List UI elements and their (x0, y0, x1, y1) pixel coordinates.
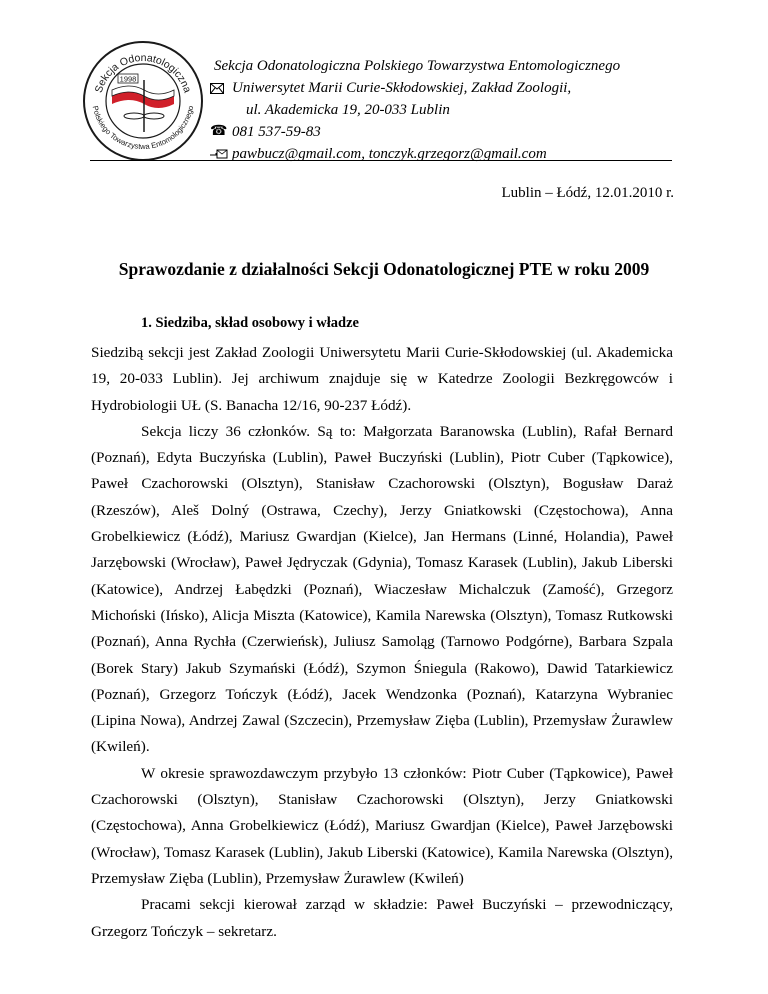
section-heading: 1. Siedziba, skład osobowy i władze (141, 315, 359, 331)
section-body (91, 340, 673, 945)
report-title: Sprawozdanie z działalności Sekcji Odonatologicznej PTE w roku 2009 (118, 259, 650, 279)
email-addresses[interactable]: pawbucz@gmail.com, tonczyk.grzegorz@gmail.com (232, 146, 547, 162)
paragraph-new-members: W okresie sprawozdawczym przybyło 13 członków: Piotr Cuber (Tąpkowice), Paweł Czachorowski (Olsztyn), Stanisław Czachorowski (Olsztyn), Jerzy Gniatkowski (Częstochowa), Anna Grobelkiewicz (Łódź), Mariusz Gwardjan (Kielce), Paweł Jarzębowski (Wrocław), Tomasz Karasek (Lublin), Jakub Liberski (Katowice), Kamila Narewska (Olsztyn), Przemysław Zięba (Lublin), Przemysław Żurawlew (Kwileń) (91, 764, 673, 887)
header-divider (90, 160, 672, 161)
logo-year: 1998 (119, 74, 137, 84)
email-hand-icon (210, 149, 232, 160)
letterhead (210, 55, 680, 165)
org-name: Sekcja Odonatologiczna Polskiego Towarzystwa Entomologicznego (214, 58, 621, 74)
place-and-date: Lublin – Łódź, 12.01.2010 r. (501, 185, 674, 201)
phone-number: 081 537-59-83 (232, 124, 321, 140)
paragraph-members: Sekcja liczy 36 członków. Są to: Małgorzata Baranowska (Lublin), Rafał Bernard (Poznań), Edyta Buczyńska (Lublin), Paweł Buczyński (Lublin), Piotr Cuber (Tąpkowice), Paweł Czachorowski (Olsztyn), Stanisław Czachorowski (Olsztyn), Bogusław Daraż (Rzeszów), Aleš Dolný (Ostrawa, Czechy), Jerzy Gniatkowski (Częstochowa), Anna Grobelkiewicz (Łódź), Mariusz Gwardjan (Kielce), Jan Hermans (Linné, Holandia), Paweł Jarzębowski (Wrocław), Paweł Jędryczak (Gdynia), Tomasz Karasek (Lublin), Jakub Liberski (Katowice), Andrzej Łabędzki (Poznań), Wiaczesław Michalczuk (Zamość), Grzegorz Michoński (Ińsko), Alicja Miszta (Katowice), Kamila Narewska (Olsztyn), Tomasz Rutkowski (Poznań), Anna Rychła (Czerwieńsk), Juliusz Samoląg (Tarnowo Podgórne), Barbara Szpala (Borek Stary) Jakub Szymański (Łódź), Szymon Śniegula (Rakowo), Dawid Tatarkiewicz (Poznań), Grzegorz Tończyk (Łódź), Jacek Wendzonka (Poznań), Katarzyna Wybraniec (Lipina Nowa), Andrzej Zawal (Szczecin), Przemysław Zięba (Lublin), Przemysław Żurawlew (Kwileń). (91, 422, 673, 756)
logo-ring-text-bottom: Polskiego Towarzystwa Entomologicznego (90, 104, 196, 152)
envelope-icon (210, 83, 232, 94)
paragraph-board: Pracami sekcji kierował zarząd w składzie: Paweł Buczyński – przewodniczący, Grzegorz Tończyk – sekretarz. (91, 896, 673, 940)
telephone-icon: ☎ (210, 124, 228, 139)
address-line-2: ul. Akademicka 19, 20-033 Lublin (246, 102, 450, 118)
logo-ring-text-top: Sekcja Odonatologiczna (92, 51, 194, 95)
logo-flag (112, 92, 174, 108)
paragraph-seat: Siedzibą sekcji jest Zakład Zoologii Uniwersytetu Marii Curie-Skłodowskiej (ul. Akademicka 19, 20-033 Lublin). Jej archiwum znajduje się w Katedrze Zoologii Bezkręgowców i Hydrobiologii UŁ (S. Banacha 12/16, 90-237 Łódź). (91, 344, 673, 414)
address-line-1: Uniwersytet Marii Curie-Skłodowskiej, Zakład Zoologii, (232, 80, 572, 96)
society-logo (82, 40, 204, 162)
